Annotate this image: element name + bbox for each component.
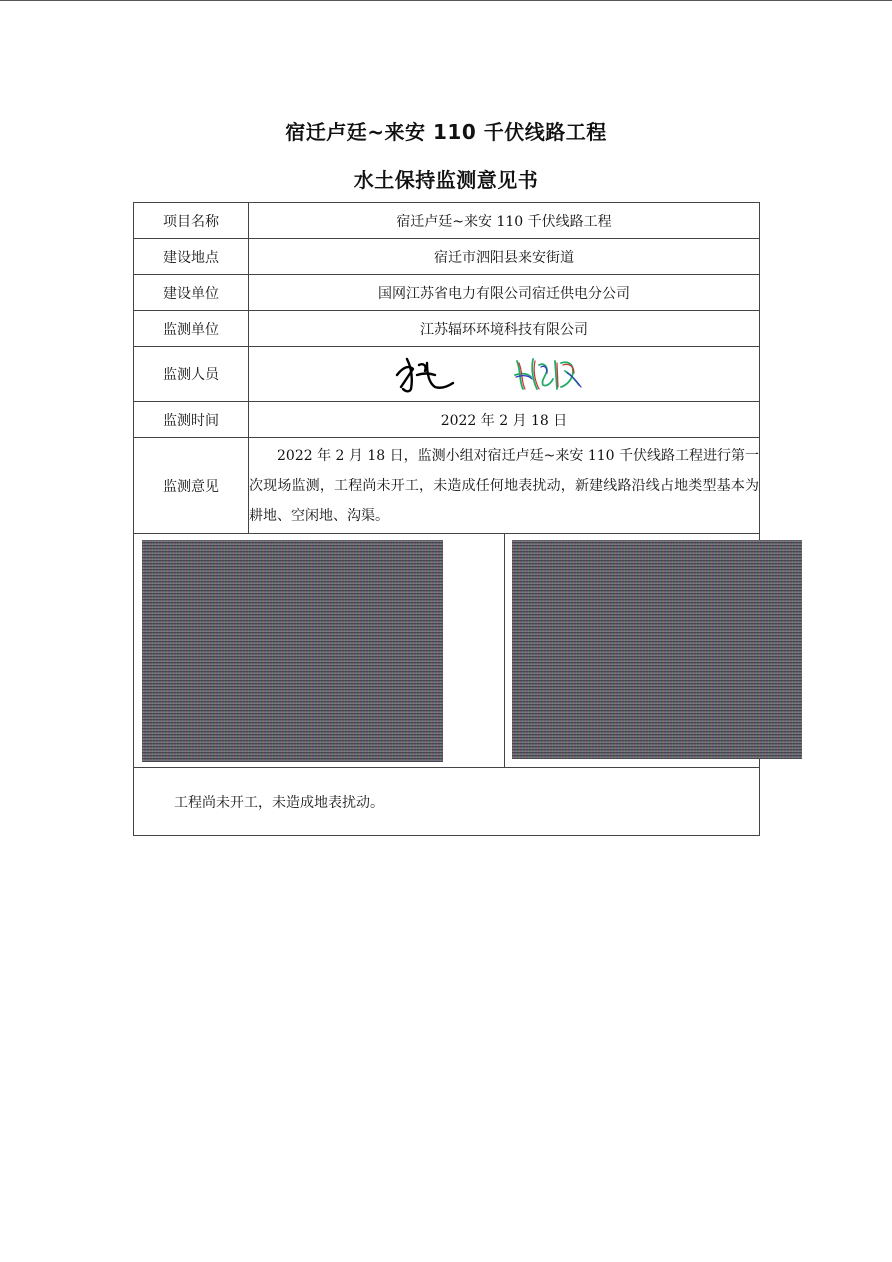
table-row-time <box>134 402 760 438</box>
label-time: 监测时间 <box>134 402 249 438</box>
document-title: 宿迁卢廷~来安 110 千伏线路工程 <box>285 120 607 144</box>
photo-cell-left <box>134 534 505 768</box>
page-top-rule <box>0 0 892 1</box>
table-row-monitor-unit <box>134 311 760 347</box>
table-row-builder <box>134 275 760 311</box>
table-row-photos <box>134 534 760 768</box>
label-personnel: 监测人员 <box>134 347 249 402</box>
label-location: 建设地点 <box>134 239 249 275</box>
signature-image-1 <box>389 353 459 395</box>
value-monitor-unit: 江苏辐环环境科技有限公司 <box>249 311 760 347</box>
value-builder: 国网江苏省电力有限公司宿迁供电分公司 <box>249 275 760 311</box>
value-location: 宿迁市泗阳县来安街道 <box>249 239 760 275</box>
label-builder: 建设单位 <box>134 275 249 311</box>
table-row-location <box>134 239 760 275</box>
table-row-conclusion <box>134 768 760 836</box>
document-subtitle: 水土保持监测意见书 <box>353 168 539 192</box>
table-row-project-name <box>134 203 760 239</box>
site-photo-2 <box>512 540 802 759</box>
opinion-text: 2022 年 2 月 18 日，监测小组对宿迁卢廷~来安 110 千伏线路工程进行第一次现场监测，工程尚未开工，未造成任何地表扰动，新建线路沿线占地类型基本为耕地、空闲地、沟渠。 <box>249 447 759 524</box>
conclusion-text: 工程尚未开工，未造成地表扰动。 <box>134 768 760 836</box>
personnel-signatures <box>249 347 760 402</box>
value-project-name: 宿迁卢廷~来安 110 千伏线路工程 <box>249 203 760 239</box>
label-project-name: 项目名称 <box>134 203 249 239</box>
label-opinion: 监测意见 <box>134 438 249 534</box>
table-row-personnel <box>134 347 760 402</box>
value-opinion <box>249 438 760 534</box>
photo-cell-right <box>504 534 760 768</box>
site-photo-1 <box>142 540 443 762</box>
label-monitor-unit: 监测单位 <box>134 311 249 347</box>
value-time: 2022 年 2 月 18 日 <box>249 402 760 438</box>
signature-image-2 <box>511 351 587 395</box>
monitoring-form-table <box>133 202 760 836</box>
table-row-opinion <box>134 438 760 534</box>
